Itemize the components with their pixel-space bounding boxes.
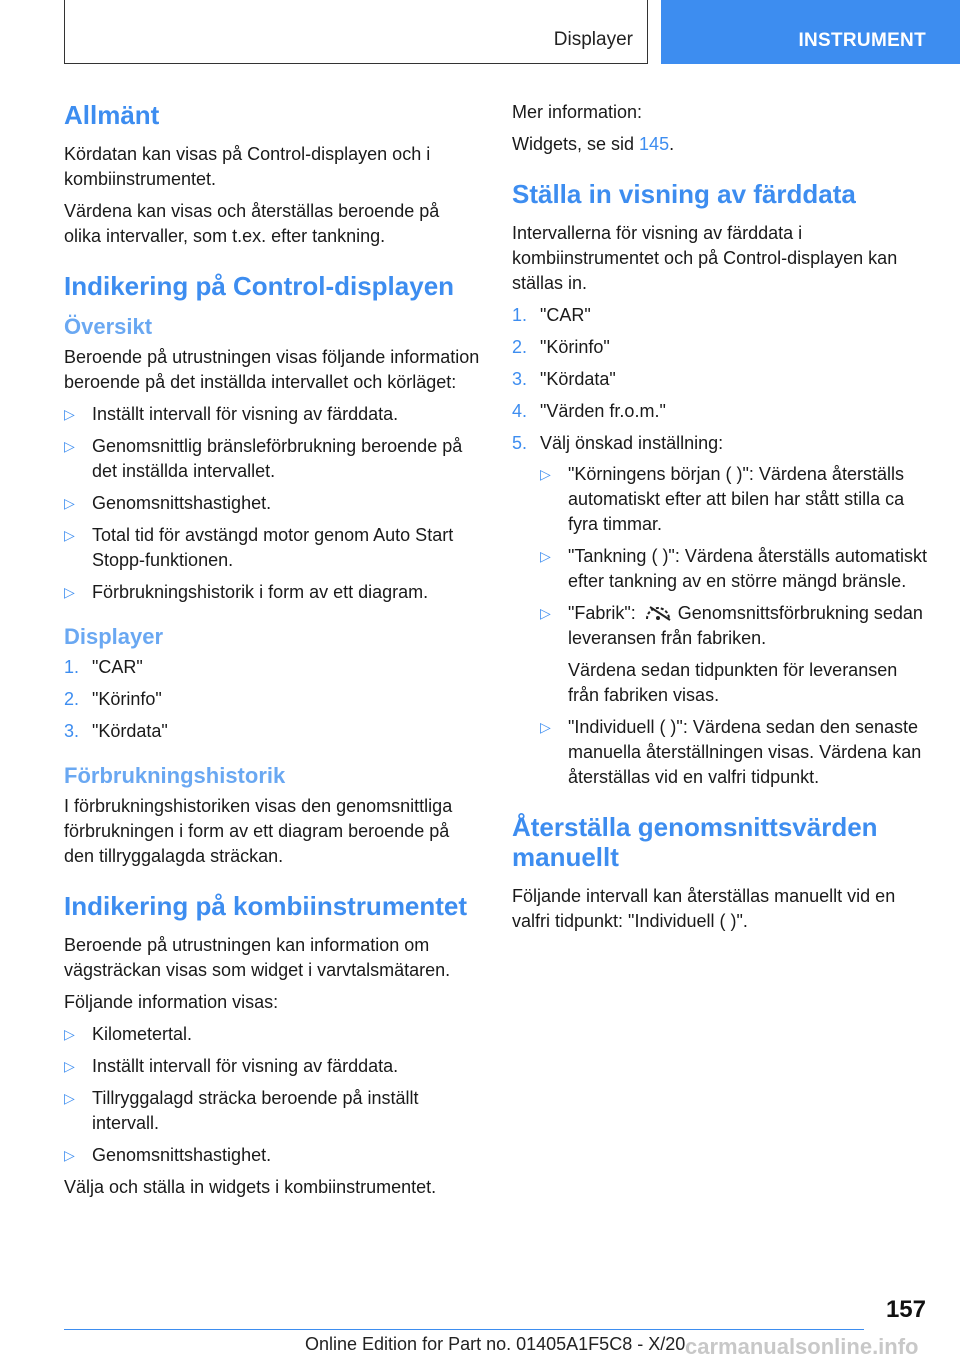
paragraph: Följande information visas:	[64, 992, 279, 1012]
list-item: ▷ Genomsnittshastighet.	[64, 491, 480, 516]
page-link[interactable]: 145	[639, 134, 670, 154]
step-text: Välj önskad inställning:	[540, 433, 724, 453]
header-chapter-title: INSTRUMENT	[798, 30, 926, 51]
step-text: "CAR"	[540, 305, 591, 325]
factory-consumption-icon	[644, 604, 674, 622]
paragraph: Följande intervall kan återställas manuellt vid en valfri tidpunkt: "Individuell ( )".	[512, 886, 896, 931]
reference-text: Widgets, se sid	[512, 134, 640, 154]
paragraph: Kördatan kan visas på Control-displayen och i kombiinstrumentet.	[64, 144, 431, 189]
list-item: ▷ "Tankning ( )": Värdena återställs automatiskt efter tankning av en större mängd bränsle.	[540, 544, 932, 594]
step-number: 4.	[512, 401, 528, 421]
list-item	[64, 655, 480, 680]
list-item: ▷ Inställt intervall för visning av färddata.	[64, 402, 480, 427]
step-text: "Kördata"	[92, 721, 168, 741]
heading-control-display: Indikering på Control-displayen	[64, 271, 455, 301]
step-number: 1.	[512, 305, 528, 325]
list-item: ▷ Genomsnittshastighet.	[64, 1143, 480, 1168]
step-number: 1.	[64, 657, 80, 677]
heading-displayer: Displayer	[64, 624, 164, 649]
footer-edition: Online Edition for Part no. 01405A1F5C8 - X/20	[305, 1334, 686, 1354]
heading-aterstalla: Återställa genomsnittsvärden manuellt	[512, 812, 878, 872]
left-column	[64, 100, 480, 1207]
header-section-title: Displayer	[553, 29, 633, 50]
heading-stalla-in: Ställa in visning av färddata	[512, 179, 856, 209]
list-item	[512, 431, 932, 790]
step-text: "CAR"	[92, 657, 143, 677]
kombi-list	[64, 1022, 480, 1168]
list-item: ▷ "Individuell ( )": Värdena sedan den senaste manuella återställningen visas. Värdena kan återställas vid en valfri tidpunkt.	[540, 715, 932, 790]
heading-allmant: Allmänt	[64, 100, 160, 130]
step-text: "Körinfo"	[540, 337, 610, 357]
option-text: "Fabrik":	[568, 603, 636, 623]
list-item: ▷ Tillryggalagd sträcka beroende på inställt intervall.	[64, 1086, 480, 1136]
heading-kombiinstrumentet: Indikering på kombiinstrumentet	[64, 891, 468, 921]
header-section-box	[64, 0, 648, 64]
step-number: 2.	[64, 689, 80, 709]
paragraph: Intervallerna för visning av färddata i kombiinstrumentet och på Control-displayen kan ställas in.	[512, 223, 898, 293]
reference-suffix: .	[669, 134, 675, 154]
list-item	[512, 335, 932, 360]
displayer-steps	[64, 655, 480, 744]
list-item	[64, 719, 480, 744]
footer-divider	[64, 1329, 864, 1330]
paragraph: Mer information:	[512, 102, 643, 122]
options-list	[540, 462, 932, 790]
heading-forbrukningshistorik: Förbrukningshistorik	[64, 763, 286, 788]
paragraph: Välja och ställa in widgets i kombiinstrumentet.	[64, 1177, 437, 1197]
step-text: "Värden fr.o.m."	[540, 401, 666, 421]
option-text: Genomsnittsförbrukning sedan leveransen från fabriken.	[568, 603, 923, 648]
step-number: 3.	[512, 369, 528, 389]
step-number: 2.	[512, 337, 528, 357]
paragraph: I förbrukningshistoriken visas den genomsnittliga förbrukningen i form av ett diagram beroende på den tillryggalagda sträckan.	[64, 796, 453, 866]
list-item	[512, 399, 932, 424]
step-number: 5.	[512, 433, 528, 453]
list-item: ▷ Total tid för avstängd motor genom Auto Start Stopp-funktionen.	[64, 523, 480, 573]
widgets-reference	[512, 132, 932, 157]
list-item: ▷ Genomsnittlig bränsleförbrukning beroende på det inställda intervallet.	[64, 434, 480, 484]
step-text: "Kördata"	[540, 369, 616, 389]
list-item	[512, 303, 932, 328]
step-number: 3.	[64, 721, 80, 741]
paragraph: Beroende på utrustningen kan information om vägsträckan visas som widget i varvtalsmätaren.	[64, 935, 451, 980]
oversikt-list	[64, 402, 480, 605]
list-item: ▷ Förbrukningshistorik i form av ett diagram.	[64, 580, 480, 605]
setup-steps	[512, 303, 932, 790]
header-chapter-box	[661, 0, 960, 64]
list-item	[64, 687, 480, 712]
page-number: 157	[885, 1296, 926, 1323]
list-item: ▷ Inställt intervall för visning av färddata.	[64, 1054, 480, 1079]
step-text: "Körinfo"	[92, 689, 162, 709]
paragraph: Beroende på utrustningen visas följande information beroende på det inställda intervallet och körläget:	[64, 347, 480, 392]
list-item	[540, 601, 932, 708]
right-column	[512, 100, 932, 941]
list-item	[512, 367, 932, 392]
list-item: ▷ "Körningens början ( )": Värdena återställs automatiskt efter att bilen har stått stilla ca fyra timmar.	[540, 462, 932, 537]
list-item: ▷ Kilometertal.	[64, 1022, 480, 1047]
option-note: Värdena sedan tidpunkten för leveransen från fabriken visas.	[568, 660, 898, 705]
heading-oversikt: Översikt	[64, 314, 153, 339]
paragraph: Värdena kan visas och återställas beroende på olika intervaller, som t.ex. efter tankning.	[64, 201, 440, 246]
watermark: carmanualsonline.info	[685, 1334, 919, 1359]
